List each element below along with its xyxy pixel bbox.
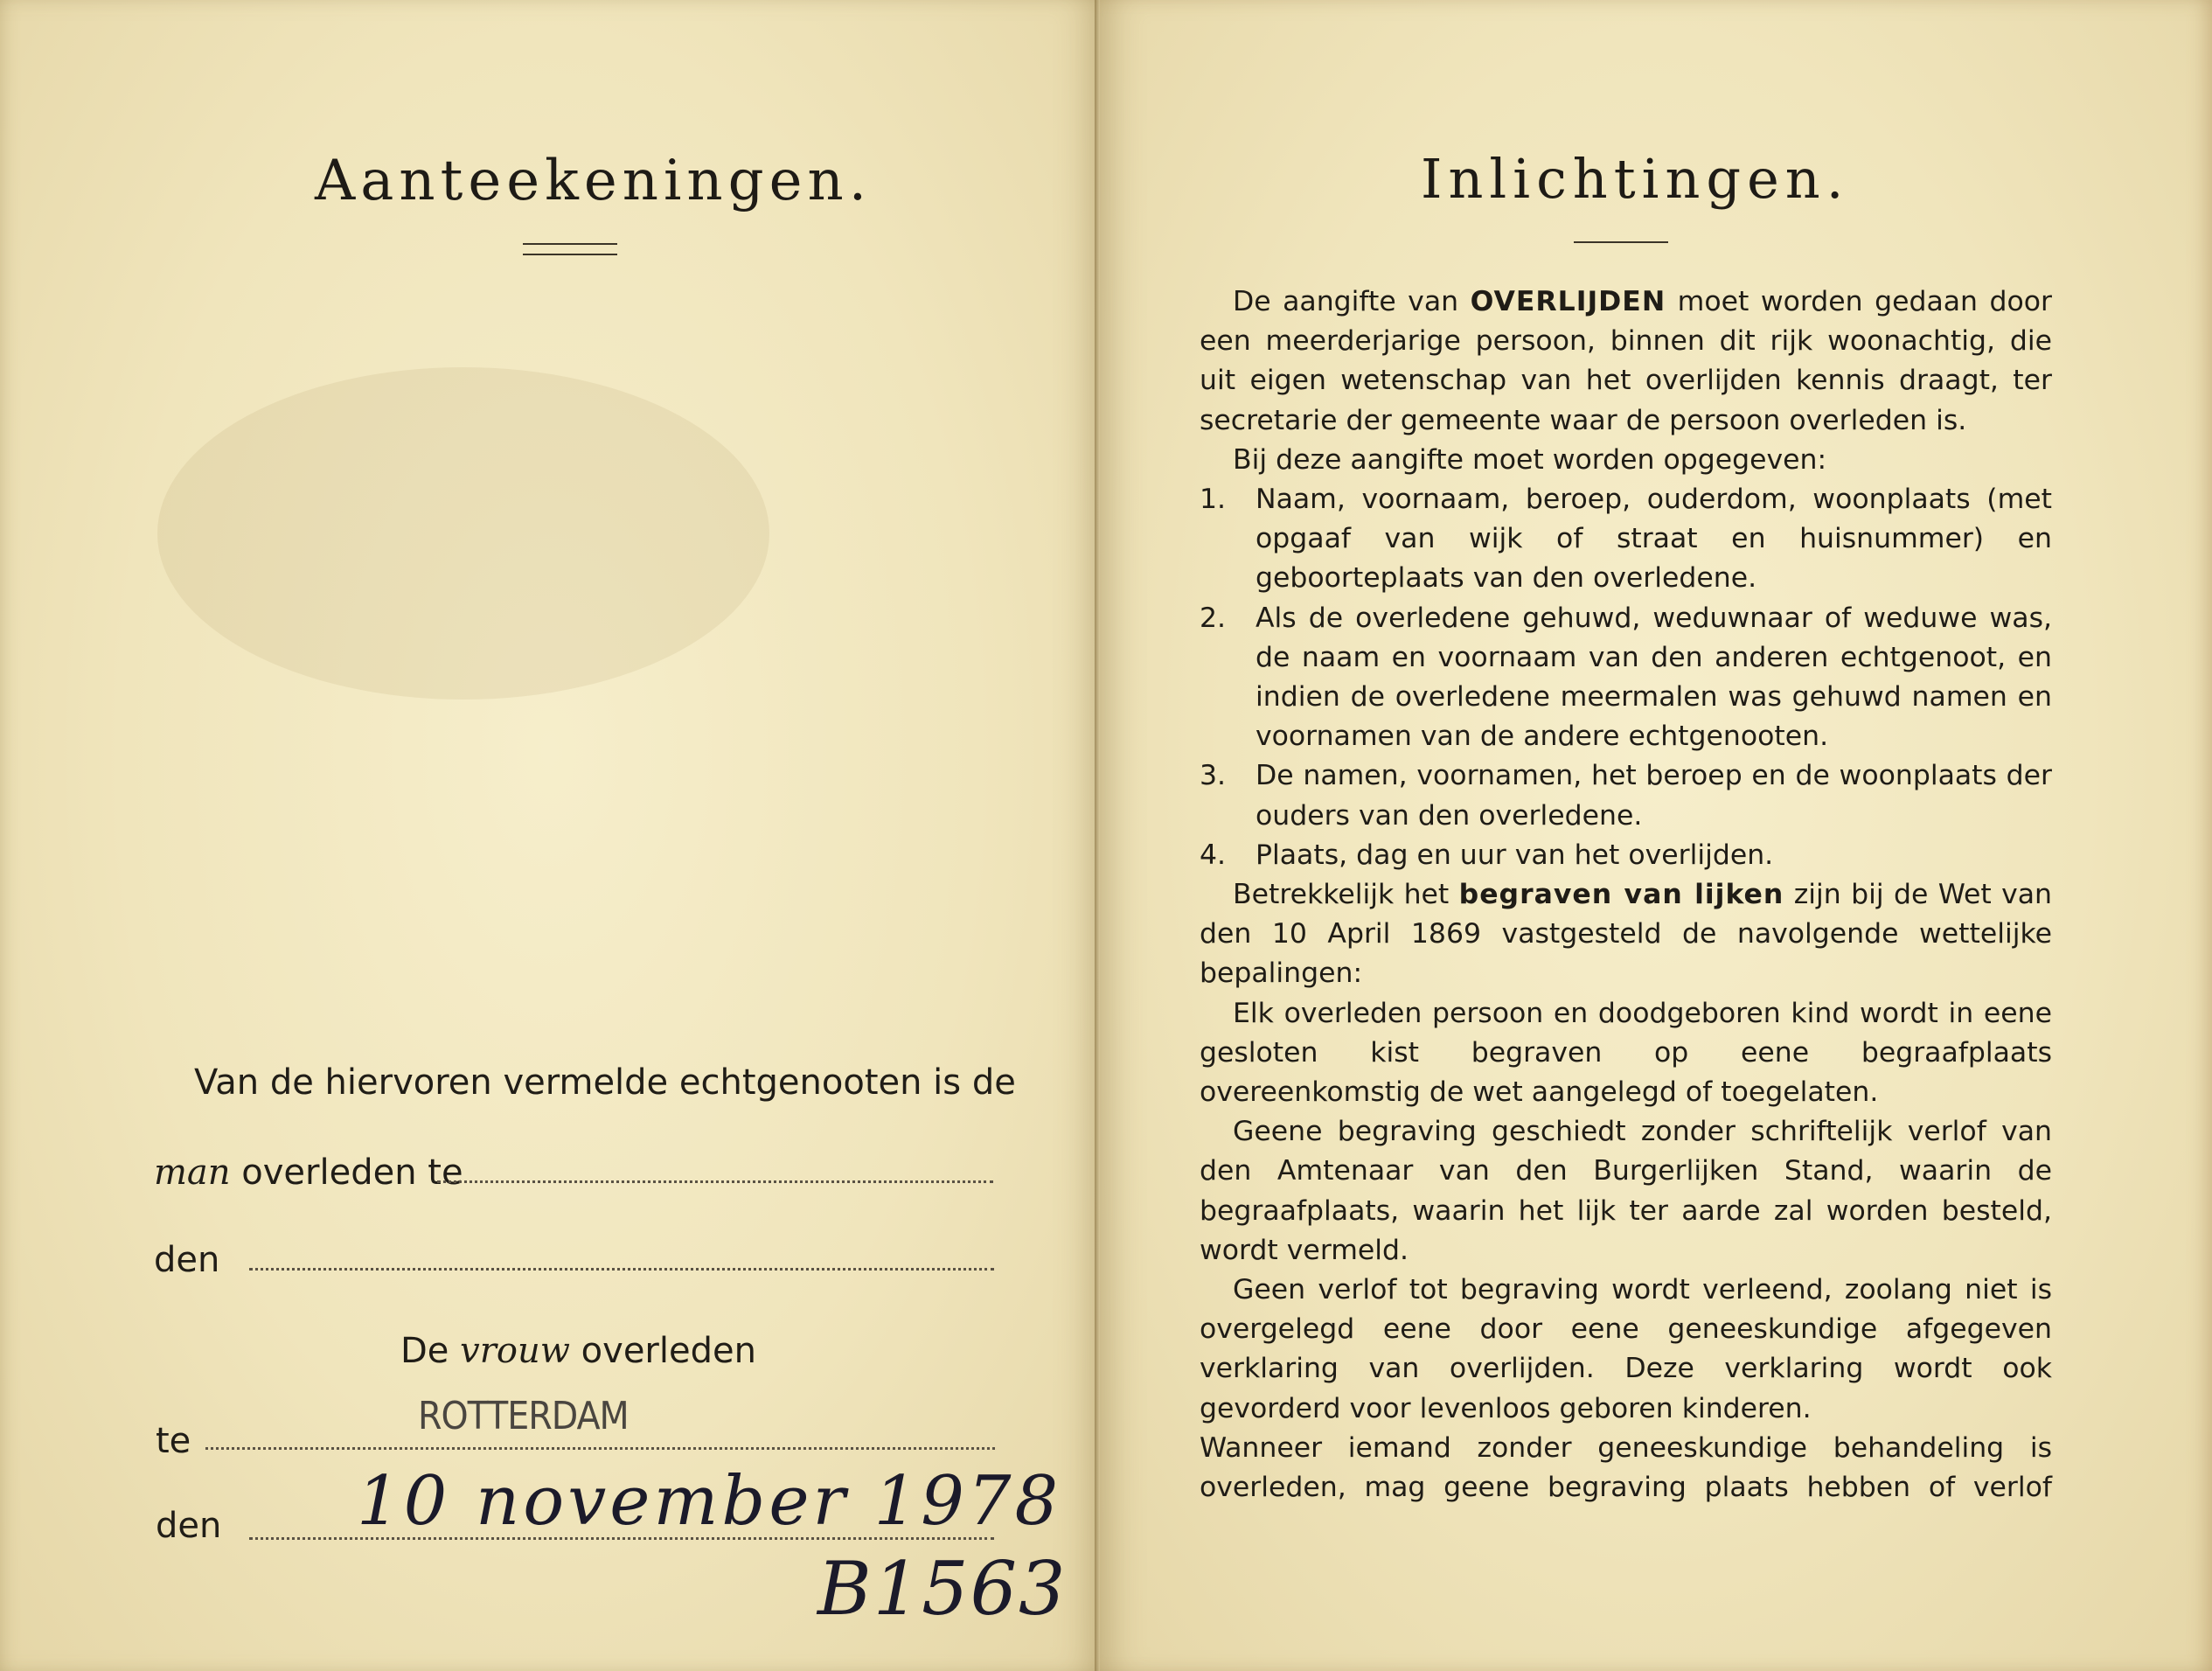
left-page xyxy=(0,0,1100,1671)
woman-date-label: den xyxy=(156,1506,222,1546)
woman-date-field xyxy=(249,1537,994,1540)
list-number: 4. xyxy=(1200,839,1227,871)
paper-stain xyxy=(157,367,769,700)
woman-suffix: overleden xyxy=(581,1331,756,1371)
man-date-field xyxy=(249,1268,994,1271)
list-text: Naam, voornaam, beroep, ouderdom, woonplaats (met opgaaf van wijk of straat en huisnummer) en geboorteplaats van den overledene. xyxy=(1256,484,2052,595)
list-item-3 xyxy=(1200,756,2052,835)
woman-prefix: De xyxy=(400,1331,449,1371)
information-text xyxy=(1200,282,2052,1507)
title-rule xyxy=(1574,241,1668,243)
list-item-1 xyxy=(1200,480,2052,599)
woman-word: vrouw xyxy=(460,1331,570,1371)
p1-post: moet worden gedaan door een meerderjarige persoon, binnen dit rijk woonachtig, die uit eigen wetenschap van het overlijden kennis draagt, ter secretarie der gemeente waar de persoon overleden is. xyxy=(1200,286,2052,436)
paragraph-begraven xyxy=(1200,875,2052,994)
paragraph-verklaring: Geen verlof tot begraving wordt verleend, zoolang niet is overgelegd eene door eene geneeskundige afgegeven verklaring van overlijden. Deze verklaring wordt ook gevorderd voor levenloos geboren kinderen. xyxy=(1200,1274,2052,1424)
list-item-4 xyxy=(1200,836,2052,875)
left-page-title: Aanteekeningen. xyxy=(315,149,873,213)
man-word: man xyxy=(154,1152,231,1193)
man-date-label: den xyxy=(154,1240,220,1280)
p3-post: zijn bij de Wet van den 10 April 1869 vastgesteld de navolgende wettelijke bepalingen: xyxy=(1200,879,2052,990)
list-number: 3. xyxy=(1200,760,1227,792)
list-text: Als de overledene gehuwd, weduwnaar of weduwe was, de naam en voornaam van den anderen echtgenoot, en indien de overledene meermalen was gehuwd namen en voornamen van de andere echtgenooten. xyxy=(1256,602,2052,753)
handwritten-code: B1563 xyxy=(817,1546,1068,1632)
paragraph-geneeskundige: Wanneer iemand zonder geneeskundige behandeling is overleden, mag geene begraving plaats hebben of verlof xyxy=(1200,1431,2052,1504)
man-deceased-label: overleden te xyxy=(241,1152,463,1193)
p1-pre: De aangifte van xyxy=(1233,286,1471,317)
p3-pre: Betrekkelijk het xyxy=(1233,879,1459,911)
list-number: 1. xyxy=(1200,484,1227,516)
man-deceased-line xyxy=(154,1152,463,1193)
handwritten-date: 10 november 1978 xyxy=(357,1462,1062,1541)
list-number: 2. xyxy=(1200,602,1227,634)
spouses-intro-text: Van de hiervoren vermelde echtgenooten is de xyxy=(194,1062,1016,1103)
paragraph-verlof: Geene begraving geschiedt zonder schriftelijk verlof van den Amtenaar van den Burgerlijken Stand, waarin de begraafplaats, waarin het lijk ter aarde zal worden besteld, wordt vermeld. xyxy=(1200,1116,2052,1266)
paragraph-aangifte xyxy=(1200,282,2052,441)
p1-bold: OVERLIJDEN xyxy=(1470,286,1666,317)
woman-place-label: te xyxy=(156,1421,191,1461)
list-item-2 xyxy=(1200,599,2052,757)
woman-deceased-line xyxy=(400,1331,756,1371)
list-text: De namen, voornamen, het beroep en de woonplaats der ouders van den overledene. xyxy=(1256,760,2052,832)
paragraph-opgeven: Bij deze aangifte moet worden opgegeven: xyxy=(1233,443,1827,476)
p3-bold: begraven van lijken xyxy=(1458,879,1784,911)
right-page-title: Inlichtingen. xyxy=(1421,147,1850,211)
man-place-field xyxy=(437,1180,993,1183)
place-stamp: ROTTERDAM xyxy=(418,1394,629,1438)
woman-place-field xyxy=(205,1447,995,1450)
list-text: Plaats, dag en uur van het overlijden. xyxy=(1256,839,1774,871)
paragraph-kist: Elk overleden persoon en doodgeboren kind wordt in eene gesloten kist begraven op eene begraafplaats overeenkomstig de wet aangelegd of toegelaten. xyxy=(1200,997,2052,1109)
title-double-rule xyxy=(523,243,617,255)
